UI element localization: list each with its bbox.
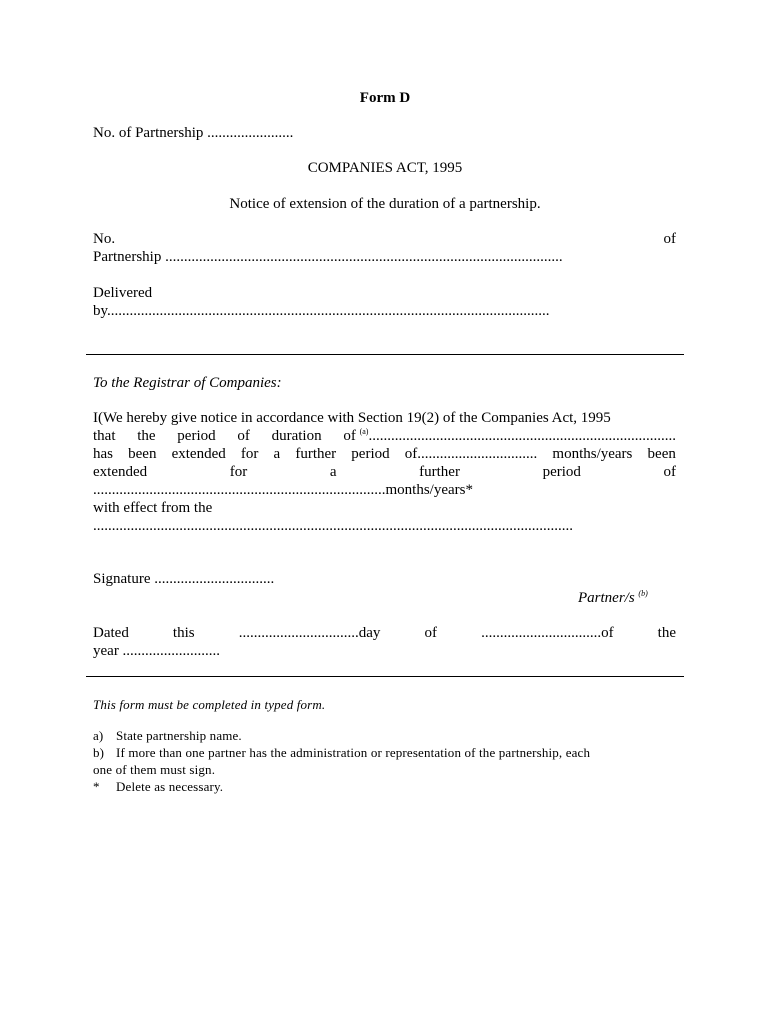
footnote-b-marker: (b) — [638, 589, 648, 598]
word: has — [93, 446, 113, 462]
footnote-star — [93, 778, 678, 795]
partnership-field-line: Partnership .......................................................................................................... — [93, 249, 563, 265]
act-title: COMPANIES ACT, 1995 — [307, 160, 463, 176]
word: of — [343, 428, 356, 444]
of-word: of — [663, 231, 676, 247]
footnote-marker: a) — [93, 728, 104, 743]
signature-line: Signature ................................ — [93, 571, 275, 587]
word: the — [137, 428, 156, 444]
word: Dated — [93, 625, 129, 641]
year-line: year .......................... — [93, 643, 221, 659]
body-line-2 — [93, 427, 676, 445]
body-line-5: ..............................................................................months/years* — [93, 482, 473, 498]
partner-label — [578, 589, 648, 607]
word: further — [295, 446, 337, 462]
footnote-a-marker: (a) — [359, 427, 369, 436]
month-field: ................................of — [481, 625, 614, 641]
notice-title: Notice of extension of the duration of a partnership. — [229, 196, 541, 212]
footnote-text: Delete as necessary. — [116, 779, 224, 794]
body-line-3 — [93, 445, 676, 463]
word: period — [177, 428, 216, 444]
word: extended — [171, 446, 226, 462]
divider-top — [86, 354, 684, 355]
body-line-7: ................................................................................................................................ — [93, 518, 573, 534]
word: a — [273, 446, 281, 462]
word: this — [172, 625, 195, 641]
typed-form-instruction: This form must be completed in typed form. — [93, 697, 326, 712]
partnership-number-line: No. of Partnership ....................... — [93, 125, 294, 141]
header-no-of-line — [93, 230, 676, 248]
word: extended — [93, 464, 148, 480]
word: months/years — [552, 446, 633, 462]
word-with-footnote — [343, 427, 676, 445]
body-line-4 — [93, 463, 676, 481]
footnote-text: State partnership name. — [116, 728, 242, 743]
word: of — [663, 464, 676, 480]
word: further — [419, 464, 460, 480]
word: been — [647, 446, 676, 462]
divider-bottom — [86, 676, 684, 677]
word: of................................ — [404, 446, 538, 462]
dated-line — [93, 624, 676, 642]
word: for — [240, 446, 259, 462]
word: duration — [271, 428, 322, 444]
word: for — [229, 464, 248, 480]
word: a — [329, 464, 337, 480]
body-line-6: with effect from the — [93, 500, 213, 516]
delivered-by-line: by...................................................................................................................... — [93, 303, 550, 319]
body-line-1-text: I(We hereby give notice in accordance with Section 19(2) of the Companies Act, 1995 — [93, 410, 611, 426]
word: been — [128, 446, 157, 462]
word: of — [424, 625, 437, 641]
footnote-marker: * — [93, 779, 100, 794]
footnote-b-continuation: one of them must sign. — [93, 762, 216, 777]
no-word: No. — [93, 231, 116, 247]
word: period — [351, 446, 390, 462]
footnote-text: If more than one partner has the administration or representation of the partnership, each — [116, 745, 591, 760]
footnote-a — [93, 727, 678, 744]
day-field: ................................day — [238, 625, 381, 641]
body-line-1 — [93, 409, 676, 427]
word: of — [237, 428, 250, 444]
addressee: To the Registrar of Companies: — [93, 375, 282, 391]
partner-label-text: Partner/s — [578, 590, 635, 606]
form-title: Form D — [359, 90, 411, 106]
word: the — [657, 625, 676, 641]
duration-dots: .................................................................................. — [368, 428, 676, 444]
footnote-b — [93, 744, 678, 761]
footnote-marker: b) — [93, 745, 105, 760]
word: that — [93, 428, 116, 444]
delivered-word: Delivered — [93, 285, 153, 301]
word: period — [542, 464, 581, 480]
